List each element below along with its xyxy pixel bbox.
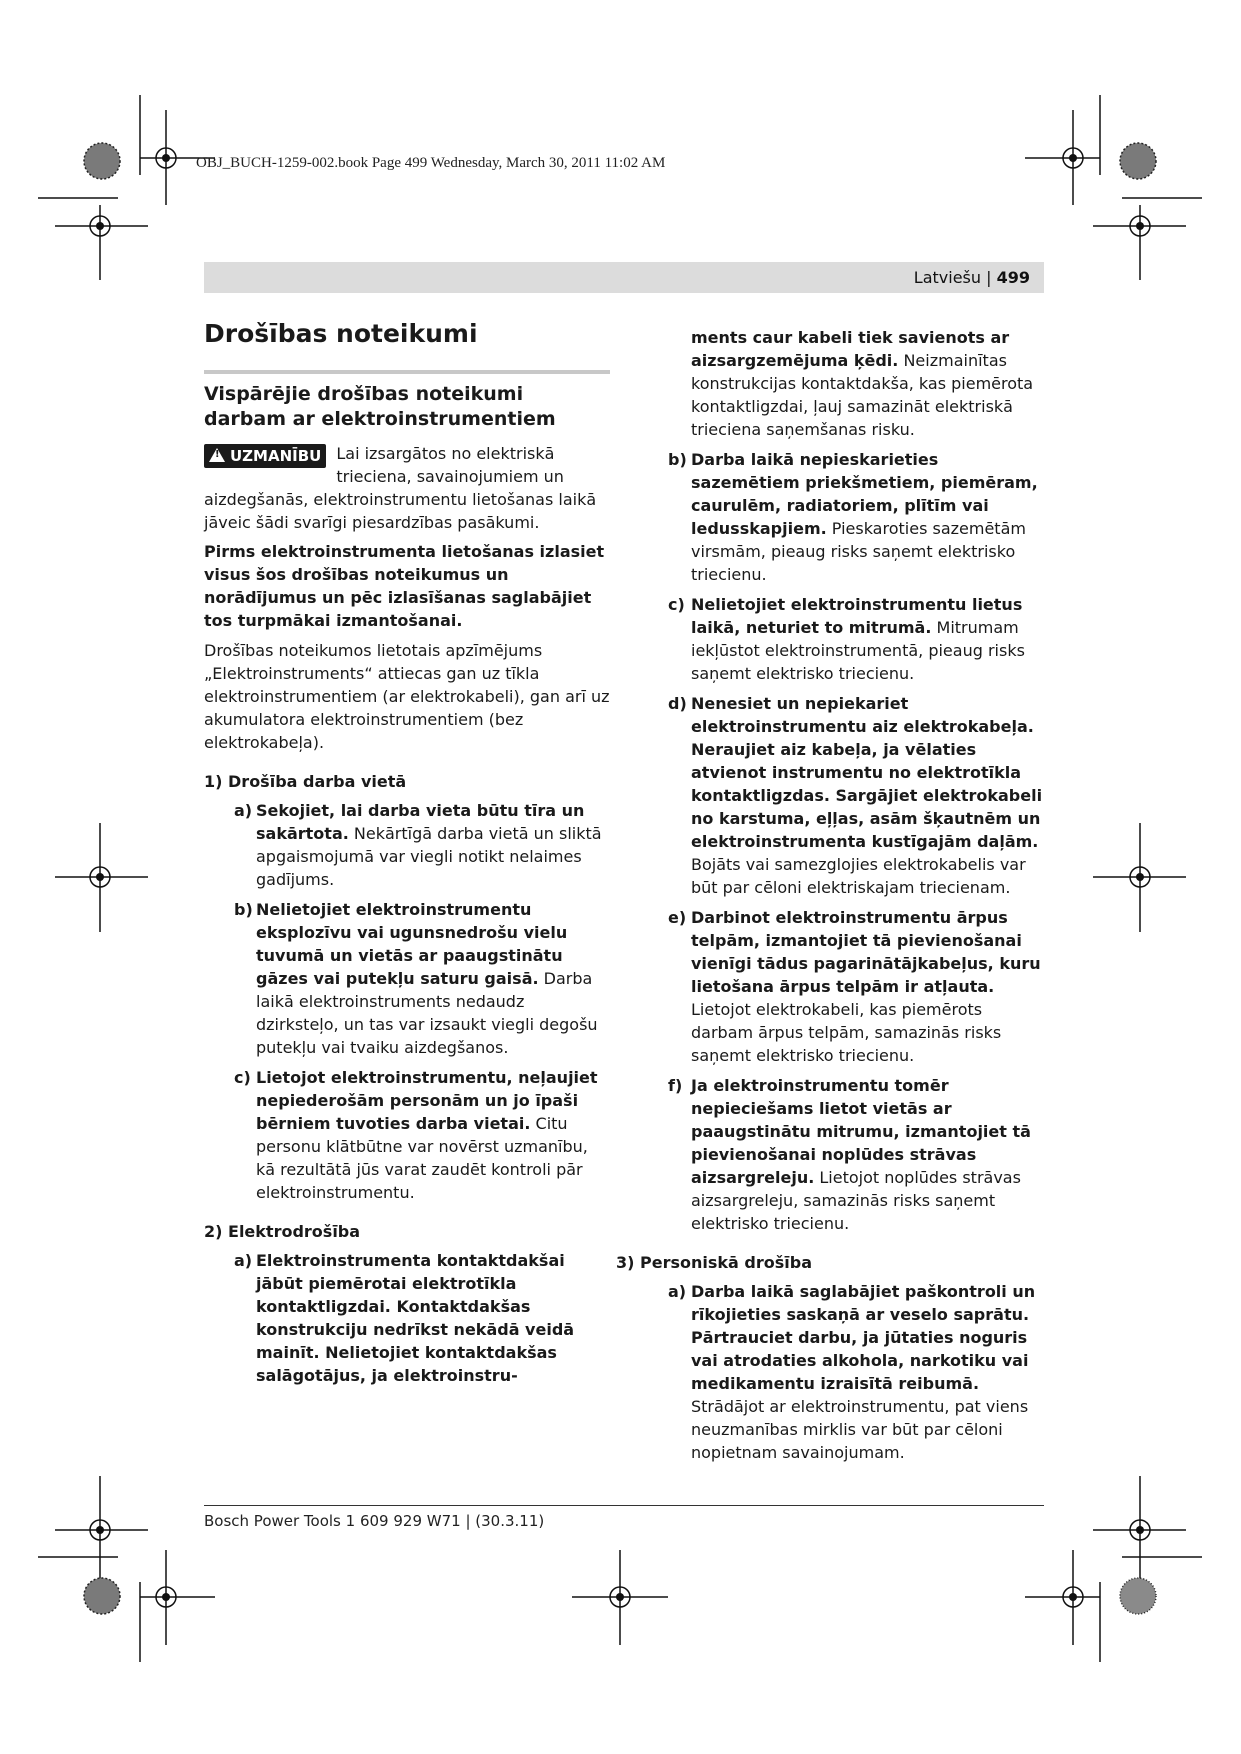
list-item <box>204 898 610 1059</box>
list-item <box>642 692 1044 899</box>
item-text: Mitrumam iekļūstot elektroinstrumentā, pieaug risks saņemt elektrisko triecienu. <box>691 618 1025 683</box>
header-text <box>914 268 1030 287</box>
title-rule <box>204 370 610 374</box>
item-label: f) <box>668 1076 683 1095</box>
item-bold: Darbinot elektroinstrumentu ārpus telpām, izmantojiet tā pievienošanai vienīgi tādus pagarinātājkabeļus, kuru lietošana ārpus telpām ir atļauta. <box>691 908 1041 996</box>
left-column <box>204 318 610 1394</box>
item-text: Bojāts vai samezglojies elektrokabelis var būt par cēloni elektriskajam triecienam. <box>691 855 1026 897</box>
page-number: 499 <box>996 268 1030 287</box>
list-item <box>642 1074 1044 1235</box>
list-item <box>642 906 1044 1067</box>
list-item <box>642 593 1044 685</box>
list-item <box>204 1066 610 1204</box>
intro-text: Drošības noteikumos lietotais apzīmējums „Elektroinstruments“ attiecas gan uz tīkla elektroinstrumentiem (ar elektrokabeli), gan arī uz akumulatora elektroinstrumentiem (bez elektrokabeļa). <box>204 641 610 752</box>
item-label: a) <box>234 1251 253 1270</box>
list-item-continuation <box>642 326 1044 441</box>
item-label: a) <box>234 801 253 820</box>
section-1-heading: 1) Drošība darba vietā <box>204 772 407 791</box>
header-language: Latviešu | <box>913 268 997 287</box>
section-3-heading: 3) Personiskā drošība <box>616 1253 812 1272</box>
item-text: Lietojot noplūdes strāvas aizsargreleju, samazinās risks saņemt elektrisko triecienu. <box>691 1168 1021 1233</box>
item-text: Pieskaroties sazemētām virsmām, pieaug risks saņemt elektrisko triecienu. <box>691 519 1026 584</box>
item-label: b) <box>234 900 253 919</box>
item-text: Lietojot elektrokabeli, kas piemērots darbam ārpus telpām, samazinās risks saņemt elektrisko triecienu. <box>691 1000 1002 1065</box>
item-text: Strādājot ar elektroinstrumentu, pat viens neuzmanības mirklis var būt par cēloni nopietnam savainojumam. <box>691 1397 1029 1462</box>
item-bold: Nenesiet un nepiekariet elektroinstrumentu aiz elektrokabeļa. Neraujiet aiz kabeļa, ja vēlaties atvienot instrumentu no elektrotīkla kontaktligzdas. Sargājiet elektrokabeli no karstuma, eļļas, asām šķautnēm un elektroinstrumenta kustīgajām daļām. <box>691 694 1043 851</box>
item-label: c) <box>668 595 685 614</box>
item-bold: Nelietojiet elektroinstrumentu lietus laikā, neturiet to mitrumā. <box>691 595 1023 637</box>
warning-badge-label: UZMANĪBU <box>230 447 322 465</box>
warning-block <box>204 442 610 534</box>
item-bold: Ja elektroinstrumentu tomēr nepieciešams lietot vietās ar paaugstinātu mitrumu, izmantojiet tā pievienošanai noplūdes strāvas aizsargreleju. <box>691 1076 1031 1187</box>
item-bold: Darba laikā saglabājiet paškontroli un rīkojieties saskaņā ar veselo saprātu. Pārtrauciet darbu, ja jūtaties noguris vai atrodaties alkohola, narkotiku vai medikamentu izraisītā reibumā. <box>691 1282 1036 1393</box>
list-item <box>642 1280 1044 1464</box>
list-item <box>204 1249 610 1387</box>
warning-badge <box>204 444 326 468</box>
page-title: Drošības noteikumi <box>204 319 478 348</box>
item-text: Darba laikā elektroinstruments nedaudz dzirksteļo, un tas var izsaukt viegli degošu putekļu vai tvaiku aizdegšanos. <box>256 969 598 1057</box>
file-slug: OBJ_BUCH-1259-002.book Page 499 Wednesday, March 30, 2011 11:02 AM <box>196 155 666 171</box>
item-text: Citu personu klātbūtne var novērst uzmanību, kā rezultātā jūs varat zaudēt kontroli pār elektroinstrumentu. <box>256 1114 588 1202</box>
item-label: d) <box>668 694 687 713</box>
page-footer: Bosch Power Tools 1 609 929 W71 | (30.3.11) <box>204 1512 545 1530</box>
right-column <box>616 326 1044 1471</box>
item-bold: Lietojot elektroinstrumentu, neļaujiet nepiederošām personām un jo īpaši bērniem tuvoties darba vietai. <box>256 1068 598 1133</box>
item-bold: Darba laikā nepieskarieties sazemētiem priekšmetiem, piemēram, caurulēm, radiatoriem, plītīm vai ledusskapjiem. <box>691 450 1038 538</box>
list-item <box>204 799 610 891</box>
item-bold-part1: Elektroinstrumenta kontaktdakšai jābūt piemērotai elektrotīkla kontaktligzdai. Kontaktdakšas konstrukciju nedrīkst nekādā veidā mainīt. Nelietojiet kontaktdakšas salāgotājus, ja elektroinstru- <box>256 1251 575 1385</box>
section-2-heading: 2) Elektrodrošība <box>204 1222 361 1241</box>
item-text: Neizmainītas konstrukcijas kontaktdakša, kas piemērota kontaktligzdai, ļauj samazināt elektriskā trieciena saņemšanas risku. <box>691 351 1034 439</box>
section-subtitle: Vispārējie drošības noteikumi darbam ar elektroinstrumentiem <box>204 383 556 430</box>
footer-rule <box>204 1505 1044 1506</box>
warning-text: Lai izsargātos no elektriskā trieciena, savainojumiem un aizdegšanās, elektroinstrumentu lietošanas laikā jāveic šādi svarīgi piesardzības pasākumi. <box>204 444 597 532</box>
intro-bold: Pirms elektroinstrumenta lietošanas izlasiet visus šos drošības noteikumus un norādījumus un pēc izlasīšanas saglabājiet tos turpmākai izmantošanai. <box>204 542 605 630</box>
page-header <box>204 262 1044 293</box>
item-label: b) <box>668 450 687 469</box>
item-label: a) <box>668 1282 687 1301</box>
item-label: c) <box>234 1068 251 1087</box>
item-bold: Sekojiet, lai darba vieta būtu tīra un sakārtota. <box>256 801 585 843</box>
list-item <box>642 448 1044 586</box>
item-bold: Nelietojiet elektroinstrumentu eksplozīvu vai ugunsnedrošu vielu tuvumā un vietās ar paaugstinātu gāzes vai putekļu saturu gaisā. <box>256 900 568 988</box>
item-label: e) <box>668 908 687 927</box>
item-bold-part2: ments caur kabeli tiek savienots ar aizsargzemējuma ķēdi. <box>691 328 1010 370</box>
warning-triangle-icon <box>209 448 225 462</box>
item-text: Nekārtīgā darba vietā un sliktā apgaismojumā var viegli notikt nelaimes gadījums. <box>256 824 602 889</box>
